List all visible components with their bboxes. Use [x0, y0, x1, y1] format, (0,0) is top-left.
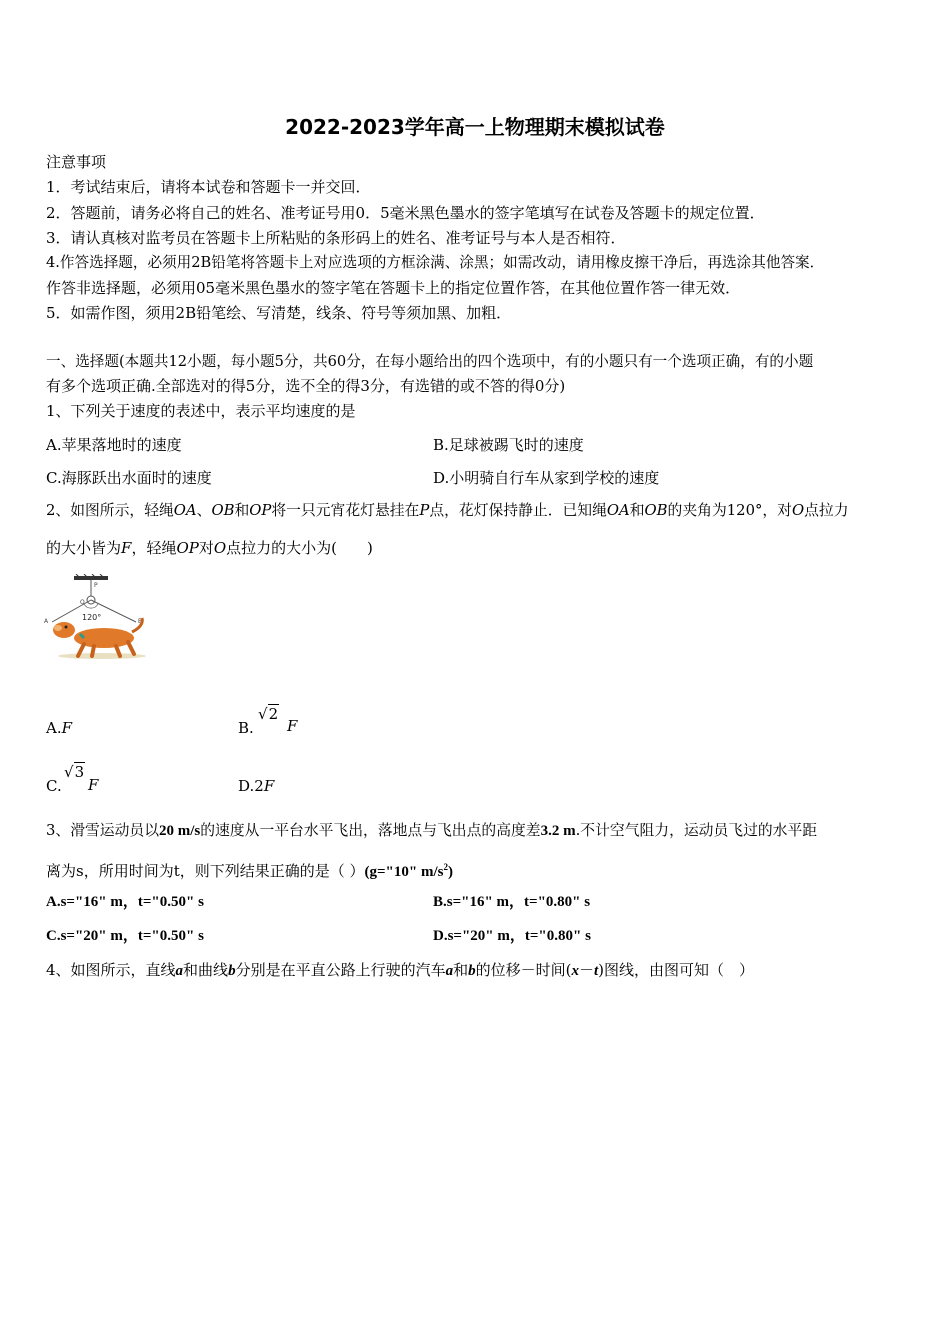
question-3-line2: 离为s，所用时间为t，则下列结果正确的是（ ）(g="10" $m/s^2$)	[46, 862, 453, 880]
question-2-line2: 的大小皆为F，轻绳OP对O点拉力的大小为( )	[46, 539, 373, 557]
q2-option-c-radical: √3	[64, 763, 85, 781]
notice-item: 作答非选择题，必须用05毫米黑色墨水的签字笔在答题卡上的指定位置作答，在其他位置作答一律无效．	[46, 279, 741, 297]
q1-option-a: A.苹果落地时的速度	[46, 436, 182, 454]
label-o: O	[80, 599, 85, 606]
notice-item: 5．如需作图，须用2B铅笔绘、写清楚，线条、符号等须加黑、加粗．	[46, 304, 512, 322]
q2-option-d: D.2F	[238, 777, 275, 795]
q3-option-d: D.s="20" m，t="0.80" s	[433, 928, 591, 944]
notice-item: 3．请认真核对监考员在答题卡上所粘贴的条形码上的姓名、准考证号与本人是否相符．	[46, 229, 626, 247]
q1-option-b: B.足球被踢飞时的速度	[433, 436, 584, 454]
q1-option-d: D.小明骑自行车从家到学校的速度	[433, 469, 660, 487]
label-p: P	[94, 582, 98, 589]
notice-heading: 注意事项	[46, 153, 107, 171]
q1-option-c: C.海豚跃出水面时的速度	[46, 469, 212, 487]
notice-item: 2．答题前，请务必将自己的姓名、准考证号用0．5毫米黑色墨水的签字笔填写在试卷及答题卡的规定位置．	[46, 204, 765, 222]
notice-item: 1．考试结束后，请将本试卷和答题卡一并交回．	[46, 178, 371, 196]
question-2-line1: 2、如图所示，轻绳OA、OB和OP将一只元宵花灯悬挂在P点，花灯保持静止．已知绳OA和OB的夹角为120°，对O点拉力	[46, 502, 849, 519]
q2-option-a: A.F	[46, 719, 73, 737]
angle-label: 120°	[82, 613, 102, 622]
question-1-stem: 1、下列关于速度的表述中，表示平均速度的是	[46, 402, 356, 420]
q2-option-b-label: B.	[238, 719, 254, 737]
label-b: B	[138, 618, 143, 625]
q3-option-c: C.s="20" m，t="0.50" s	[46, 928, 204, 944]
section-instructions: 一、选择题(本题共12小题，每小题5分，共60分，在每小题给出的四个选项中，有的小题只有一个选项正确，有的小题	[46, 353, 814, 370]
q2-option-b-f: F	[287, 717, 298, 735]
notice-item: 4.作答选择题，必须用2B铅笔将答题卡上对应选项的方框涂满、涂黑；如需改动，请用橡皮擦干净后，再选涂其他答案．	[46, 254, 825, 271]
section-instructions: 有多个选项正确.全部选对的得5分，选不全的得3分，有选错的或不答的得0分)	[46, 377, 566, 395]
label-a: A	[44, 618, 49, 625]
q3-option-b: B.s="16" m，t="0.80" s	[433, 894, 591, 910]
q2-option-c-f: F	[88, 776, 99, 794]
question-3-line1: 3、滑雪运动员以20 m/s的速度从一平台水平飞出，落地点与飞出点的高度差3.2 m.不计空气阻力，运动员飞过的水平距	[46, 822, 818, 839]
q3-option-a: A.s="16" m，t="0.50" s	[46, 894, 204, 910]
q2-option-b-radical: √2	[258, 705, 279, 723]
lantern-figure	[44, 574, 152, 660]
question-4-stem: 4、如图所示，直线a和曲线b分别是在平直公路上行驶的汽车a和b的位移－时间(x－t)图线，由图可知（ ）	[46, 961, 754, 979]
q2-option-c-label: C.	[46, 777, 62, 795]
page-title: 2022-2023学年高一上物理期末模拟试卷	[285, 115, 665, 139]
